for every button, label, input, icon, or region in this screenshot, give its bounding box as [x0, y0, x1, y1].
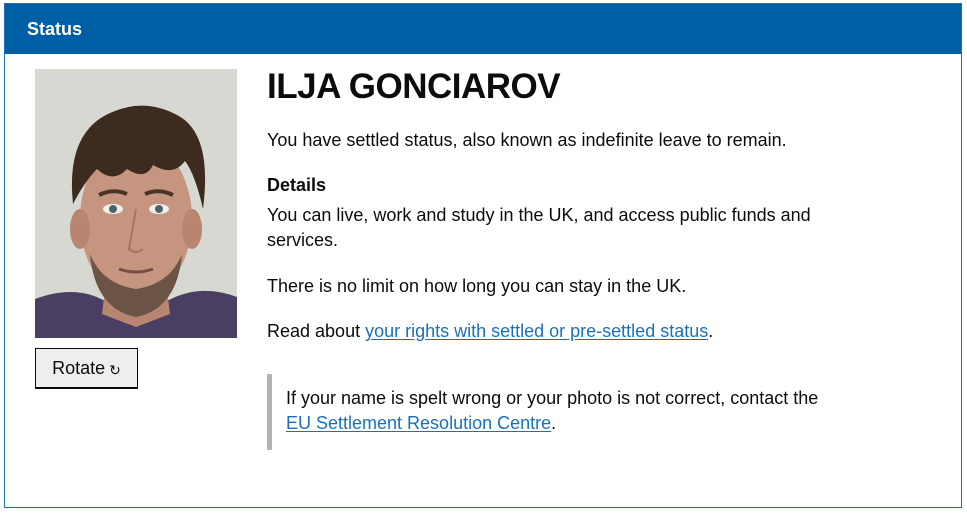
person-name: ILJA GONCIAROV [267, 67, 561, 106]
profile-photo-image [35, 69, 237, 338]
correction-inset [267, 374, 837, 450]
status-card [4, 3, 962, 508]
profile-photo [35, 69, 237, 338]
inset-text: If your name is spelt wrong or your photo is not correct, contact the [286, 388, 819, 408]
inset-suffix: . [551, 413, 557, 433]
rotate-button[interactable] [35, 348, 138, 389]
rotate-icon: ↻ [109, 361, 121, 378]
limit-text: There is no limit on how long you can stay in the UK. [267, 276, 687, 296]
rights-suffix: . [708, 321, 714, 341]
status-summary: You have settled status, also known as indefinite leave to remain. [267, 130, 787, 150]
rights-prefix: Read about [267, 321, 366, 341]
resolution-centre-link[interactable]: EU Settlement Resolution Centre [286, 413, 552, 433]
status-card-header [5, 4, 961, 54]
rights-link[interactable]: your rights with settled or pre-settled status [365, 321, 709, 341]
header-title: Status [27, 19, 83, 39]
details-text: You can live, work and study in the UK, and access public funds and services. [267, 205, 811, 250]
rotate-label: Rotate [52, 357, 106, 378]
rights-paragraph [267, 319, 713, 344]
status-main [267, 64, 867, 433]
details-heading: Details [267, 175, 327, 195]
